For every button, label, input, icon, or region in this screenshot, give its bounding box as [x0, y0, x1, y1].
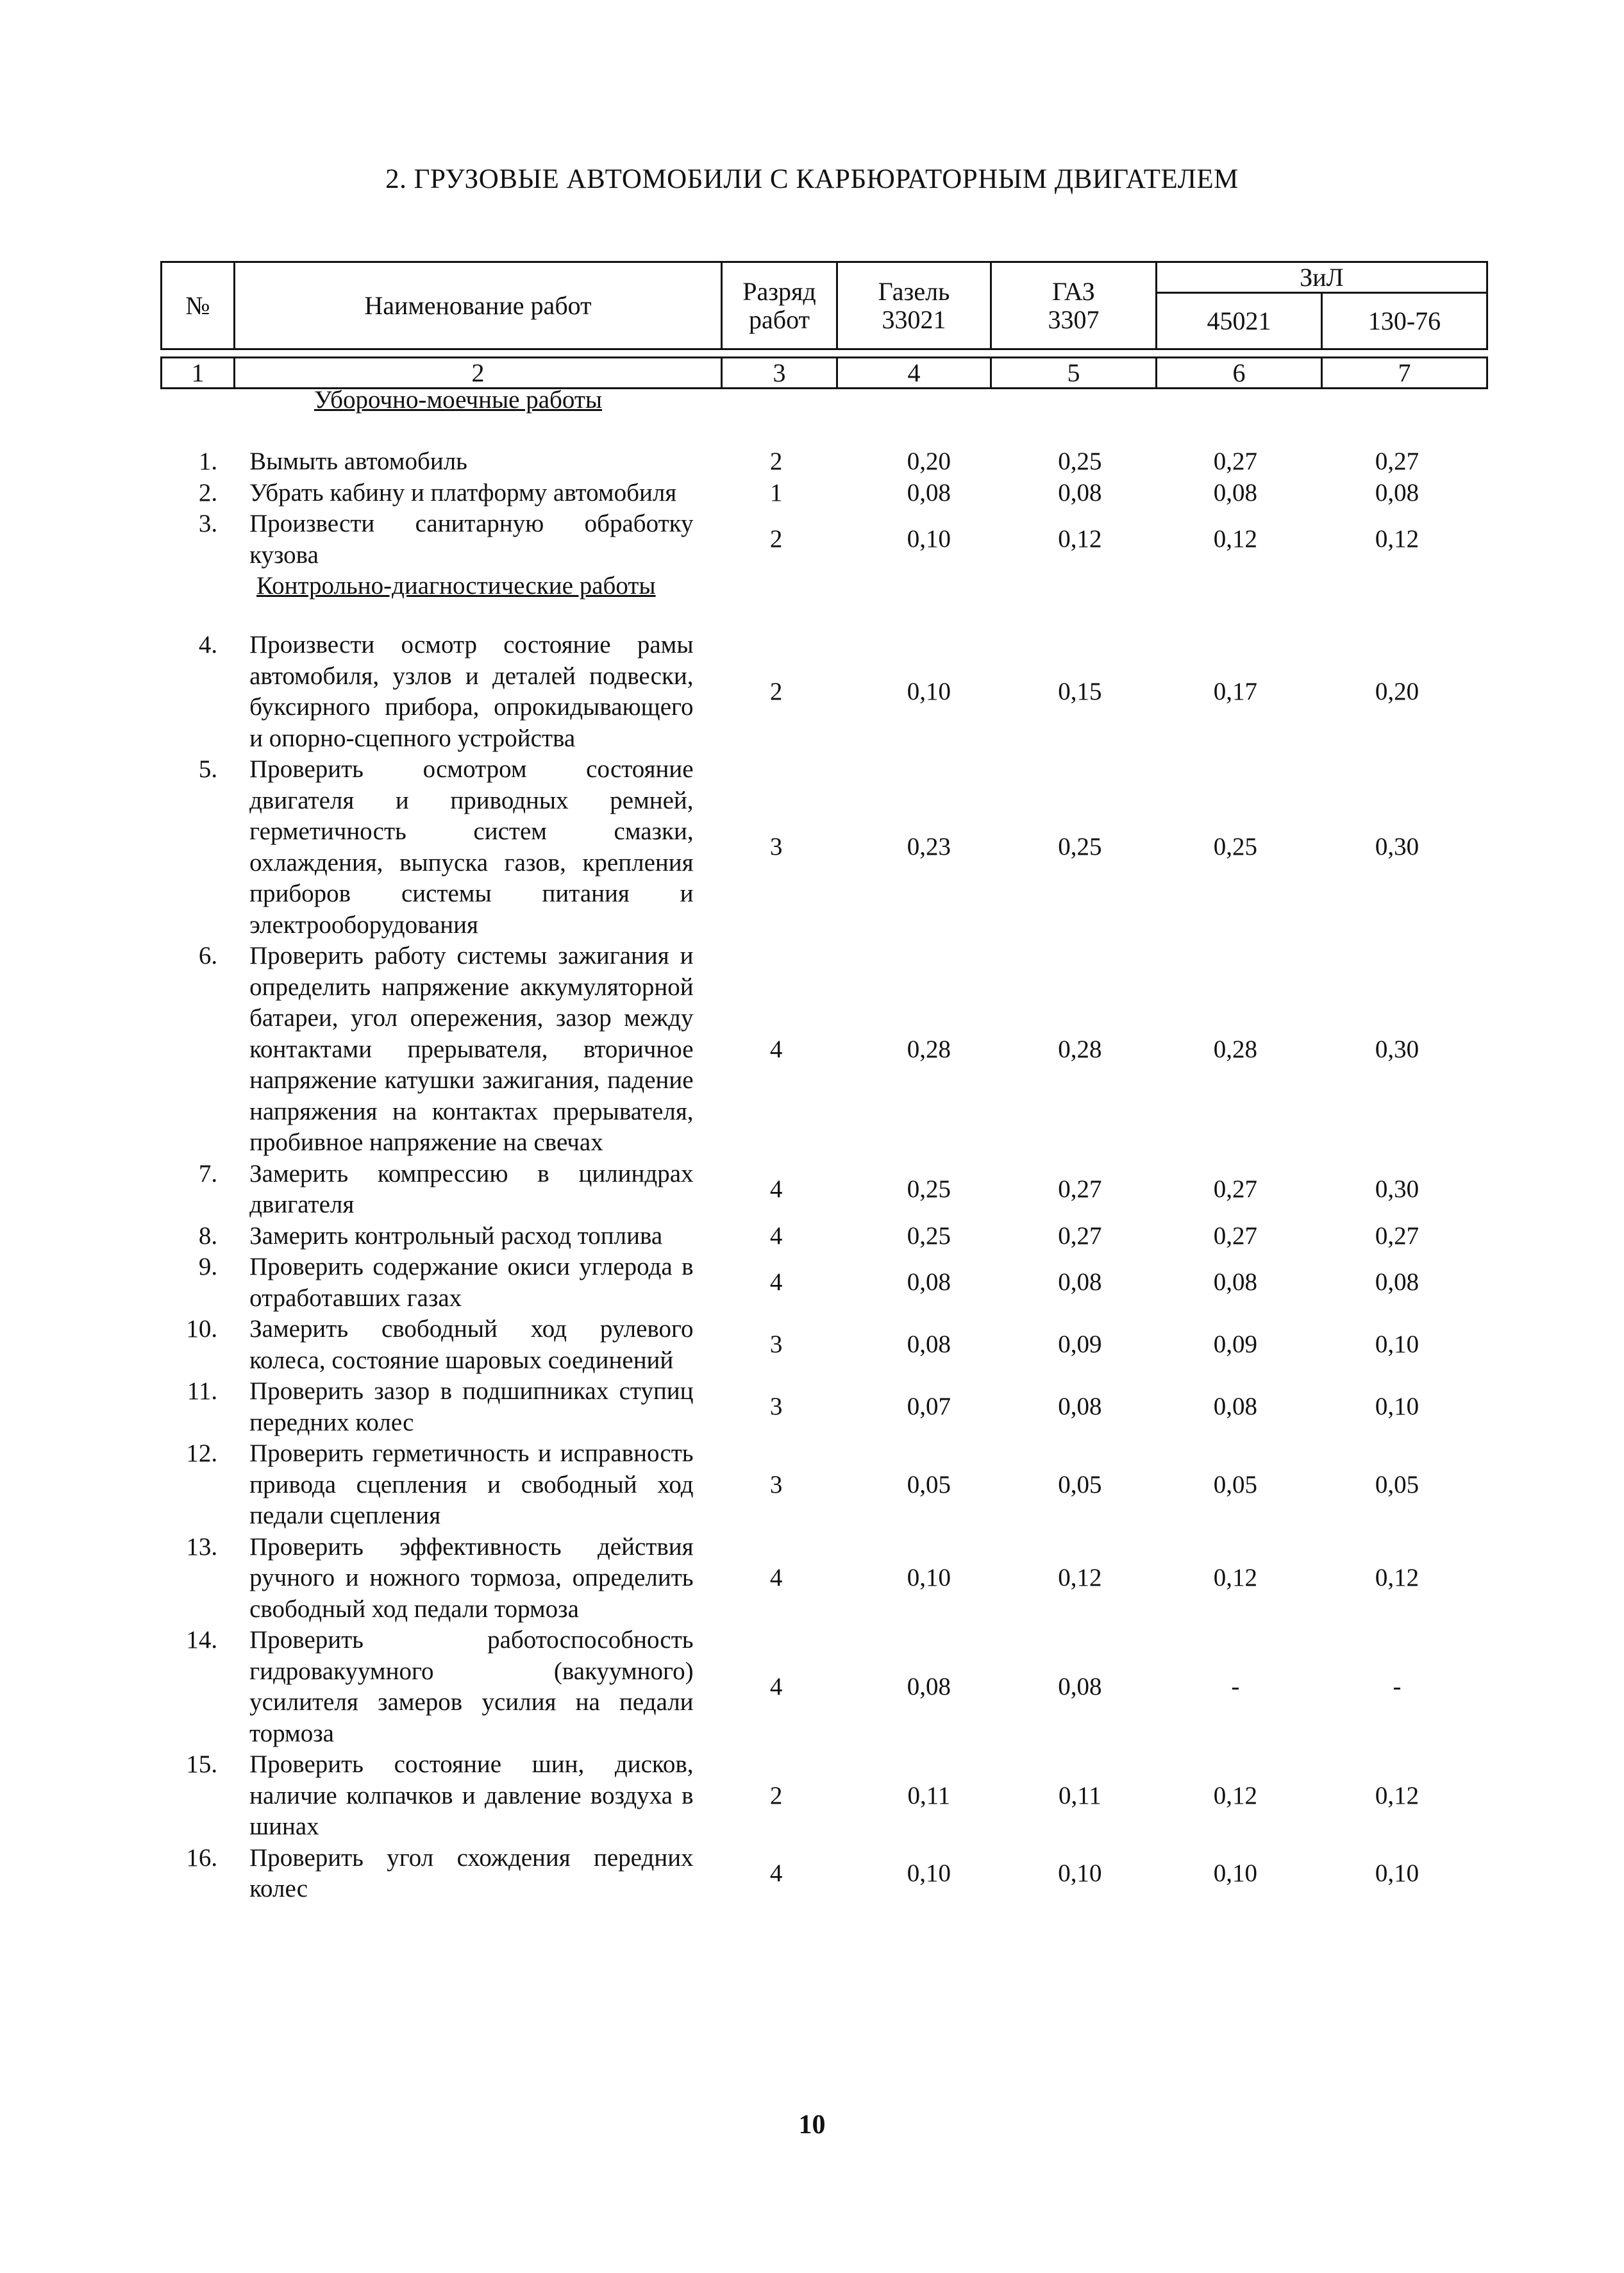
row-zil-45021-value: 0,10 [1213, 1859, 1257, 1887]
row-number: 12. [186, 1439, 218, 1467]
row-gaz-value: 0,08 [1058, 1672, 1102, 1700]
row-gazel-value: 0,23 [907, 833, 951, 861]
row-gazel-value: 0,28 [907, 1035, 951, 1063]
row-gaz-value: 0,27 [1058, 1221, 1102, 1250]
row-zil-45021-value: 0,08 [1213, 1268, 1257, 1296]
row-grade: 2 [769, 525, 783, 553]
colnum: 1 [162, 358, 235, 389]
colnum: 6 [1157, 358, 1322, 389]
row-zil-130-76-value: 0,10 [1375, 1393, 1419, 1421]
page-number: 10 [798, 2110, 826, 2140]
row-work-name: Замерить компрессию в цилиндрах двигателя [249, 1159, 694, 1218]
row-zil-45021-value: 0,27 [1213, 1175, 1257, 1203]
row-zil-130-76-value: 0,12 [1375, 1781, 1419, 1809]
table-row [160, 1314, 1475, 1376]
row-work-name: Произвести осмотр состояние рамы автомобиля, узлов и деталей подвески, буксирного прибора, опрокидывающего и опорно-сцепного устройства [249, 631, 694, 752]
table-row [160, 1749, 1475, 1843]
row-number: 7. [198, 1159, 218, 1187]
row-work-name: Проверить состояние шин, дисков, наличие колпачков и давление воздуха в шинах [249, 1750, 694, 1840]
row-work-name: Проверить герметичность и исправность привода сцепления и свободный ход педали сцепления [249, 1439, 694, 1529]
row-gazel-value: 0,10 [907, 1564, 951, 1591]
table-header [160, 261, 1488, 389]
row-work-name: Проверить зазор в подшипниках ступиц передних колес [249, 1377, 694, 1436]
row-number: 11. [187, 1377, 218, 1405]
row-gaz-value: 0,15 [1058, 677, 1102, 705]
table-row [160, 1376, 1475, 1438]
row-gaz-value: 0,05 [1058, 1470, 1102, 1498]
header-zil-130-76: 130-76 [1322, 293, 1487, 349]
group-diag [160, 630, 1475, 1905]
colnum: 3 [722, 358, 837, 389]
header-grade-line2: работ [748, 305, 810, 334]
row-zil-130-76-value: 0,27 [1375, 1221, 1419, 1250]
row-grade: 2 [769, 1781, 783, 1809]
header-gaz-line1: ГАЗ [1052, 276, 1095, 306]
row-number: 14. [186, 1626, 218, 1654]
row-zil-45021-value: 0,12 [1213, 1781, 1257, 1809]
row-number: 10. [186, 1315, 218, 1343]
row-number: 1. [198, 448, 218, 475]
colnum: 4 [837, 358, 991, 389]
row-grade: 3 [769, 1470, 783, 1498]
table-row [160, 630, 1475, 754]
row-gaz-value: 0,27 [1058, 1175, 1102, 1203]
table-row [160, 1159, 1475, 1221]
row-gazel-value: 0,10 [907, 677, 951, 705]
row-work-name: Вымыть автомобиль [249, 448, 467, 475]
table-row [160, 1532, 1475, 1625]
row-gaz-value: 0,12 [1058, 525, 1102, 553]
header-name: Наименование работ [235, 262, 722, 349]
row-zil-45021-value: 0,08 [1213, 478, 1257, 507]
header-gazel-line2: 33021 [882, 305, 946, 334]
row-gaz-value: 0,25 [1058, 833, 1102, 861]
row-number: 16. [186, 1843, 218, 1872]
group-wash [160, 446, 1475, 571]
row-gazel-value: 0,10 [907, 525, 951, 553]
table-row [160, 1221, 1475, 1252]
row-work-name: Произвести санитарную обработку кузова [249, 510, 694, 569]
row-zil-45021-value: 0,08 [1213, 1393, 1257, 1421]
row-number: 15. [186, 1750, 218, 1778]
row-number: 8. [198, 1221, 218, 1250]
works-list [160, 385, 1475, 1905]
row-zil-130-76-value: 0,30 [1375, 1035, 1419, 1063]
row-gaz-value: 0,28 [1058, 1035, 1102, 1063]
row-zil-45021-value: 0,09 [1213, 1330, 1257, 1359]
row-number: 4. [198, 631, 218, 658]
row-work-name: Замерить свободный ход рулевого колеса, состояние шаровых соединений [249, 1315, 694, 1374]
row-number: 6. [198, 942, 218, 969]
row-number: 3. [198, 510, 218, 537]
section-heading-diag: Контрольно-диагностические работы [256, 572, 656, 600]
row-zil-130-76-value: 0,10 [1375, 1859, 1419, 1887]
row-gaz-value: 0,11 [1058, 1781, 1101, 1809]
row-zil-130-76-value: - [1393, 1672, 1402, 1700]
row-grade: 3 [769, 833, 783, 861]
row-zil-45021-value: 0,28 [1213, 1035, 1257, 1063]
header-gazel-line1: Газель [878, 276, 950, 306]
header-zil: ЗиЛ [1157, 262, 1487, 293]
row-grade: 4 [769, 1221, 783, 1250]
row-zil-45021-value: 0,12 [1213, 525, 1257, 553]
row-gaz-value: 0,08 [1058, 478, 1102, 507]
row-zil-130-76-value: 0,05 [1375, 1470, 1419, 1498]
row-grade: 3 [769, 1393, 783, 1421]
page-title: 2. ГРУЗОВЫЕ АВТОМОБИЛИ С КАРБЮРАТОРНЫМ ДВИГАТЕЛЕМ [385, 164, 1239, 194]
colnum: 2 [235, 358, 722, 389]
row-zil-45021-value: - [1231, 1672, 1240, 1700]
row-grade: 4 [769, 1564, 783, 1591]
row-zil-130-76-value: 0,12 [1375, 525, 1419, 553]
row-gazel-value: 0,08 [907, 1672, 951, 1700]
row-gazel-value: 0,25 [907, 1221, 951, 1250]
table-row [160, 1625, 1475, 1749]
row-gazel-value: 0,25 [907, 1175, 951, 1203]
row-gazel-value: 0,05 [907, 1470, 951, 1498]
row-gazel-value: 0,08 [907, 1330, 951, 1359]
row-work-name: Убрать кабину и платформу автомобиля [249, 478, 677, 507]
row-number: 5. [198, 755, 218, 783]
row-zil-130-76-value: 0,12 [1375, 1564, 1419, 1591]
row-gaz-value: 0,09 [1058, 1330, 1102, 1359]
row-grade: 2 [769, 677, 783, 705]
row-zil-130-76-value: 0,30 [1375, 1175, 1419, 1203]
row-work-name: Проверить работоспособность гидровакуумного (вакуумного) усилителя замеров усилия на педали тормоза [249, 1626, 694, 1747]
table-row [160, 754, 1475, 941]
row-zil-45021-value: 0,05 [1213, 1470, 1257, 1498]
row-grade: 4 [769, 1175, 783, 1203]
row-grade: 4 [769, 1859, 783, 1887]
row-grade: 2 [769, 448, 783, 475]
row-zil-45021-value: 0,12 [1213, 1564, 1257, 1591]
row-grade: 4 [769, 1268, 783, 1296]
table-row [160, 478, 1475, 509]
table-row [160, 508, 1475, 571]
header-num: № [162, 262, 235, 349]
row-zil-130-76-value: 0,08 [1375, 1268, 1419, 1296]
table-row [160, 446, 1475, 478]
row-grade: 4 [769, 1035, 783, 1063]
row-gaz-value: 0,08 [1058, 1393, 1102, 1421]
row-gaz-value: 0,08 [1058, 1268, 1102, 1296]
header-grade-line1: Разряд [742, 276, 816, 306]
row-gaz-value: 0,25 [1058, 448, 1102, 475]
row-zil-45021-value: 0,27 [1213, 1221, 1257, 1250]
row-zil-45021-value: 0,27 [1213, 448, 1257, 475]
table-row [160, 1843, 1475, 1905]
colnum: 5 [991, 358, 1157, 389]
row-number: 9. [198, 1253, 218, 1280]
row-gazel-value: 0,11 [907, 1781, 951, 1809]
header-grade [722, 262, 837, 349]
row-number: 13. [186, 1532, 218, 1561]
table-row [160, 1438, 1475, 1532]
row-work-name: Проверить осмотром состояние двигателя и приводных ремней, герметичность систем смазки, охлаждения, выпуска газов, крепления приборов системы питания и электрооборудования [249, 755, 694, 939]
row-zil-45021-value: 0,17 [1213, 677, 1257, 705]
row-gazel-value: 0,08 [907, 1268, 951, 1296]
colnum: 7 [1322, 358, 1487, 389]
row-gazel-value: 0,07 [907, 1393, 951, 1421]
row-zil-130-76-value: 0,10 [1375, 1330, 1419, 1359]
row-gaz-value: 0,10 [1058, 1859, 1102, 1887]
header-zil-45021: 45021 [1157, 293, 1322, 349]
header-gaz-line2: 3307 [1048, 305, 1100, 334]
row-zil-130-76-value: 0,20 [1375, 677, 1419, 705]
header-gazel [837, 262, 991, 349]
row-number: 2. [198, 478, 218, 507]
row-work-name: Проверить работу системы зажигания и определить напряжение аккумуляторной батареи, угол опережения, зазор между контактами прерывателя, вторичное напряжение катушки зажигания, падение напряжения на контактах прерывателя, пробивное напряжение на свечах [249, 942, 694, 1156]
table-row [160, 941, 1475, 1159]
row-gazel-value: 0,20 [907, 448, 951, 475]
row-grade: 4 [769, 1672, 783, 1700]
row-gazel-value: 0,10 [907, 1859, 951, 1887]
row-work-name: Проверить эффективность действия ручного и ножного тормоза, определить свободный ход педали тормоза [249, 1532, 694, 1623]
row-grade: 1 [769, 478, 783, 507]
row-zil-45021-value: 0,25 [1213, 833, 1257, 861]
row-work-name: Замерить контрольный расход топлива [249, 1221, 663, 1250]
section-heading-wash: Уборочно-моечные работы [314, 386, 603, 414]
table-row [160, 1252, 1475, 1314]
row-zil-130-76-value: 0,08 [1375, 478, 1419, 507]
row-zil-130-76-value: 0,27 [1375, 448, 1419, 475]
row-zil-130-76-value: 0,30 [1375, 833, 1419, 861]
row-work-name: Проверить угол схождения передних колес [249, 1843, 694, 1902]
header-gaz [991, 262, 1157, 349]
row-gaz-value: 0,12 [1058, 1564, 1102, 1591]
row-gazel-value: 0,08 [907, 478, 951, 507]
row-grade: 3 [769, 1330, 783, 1359]
row-work-name: Проверить содержание окиси углерода в отработавших газах [249, 1253, 694, 1312]
